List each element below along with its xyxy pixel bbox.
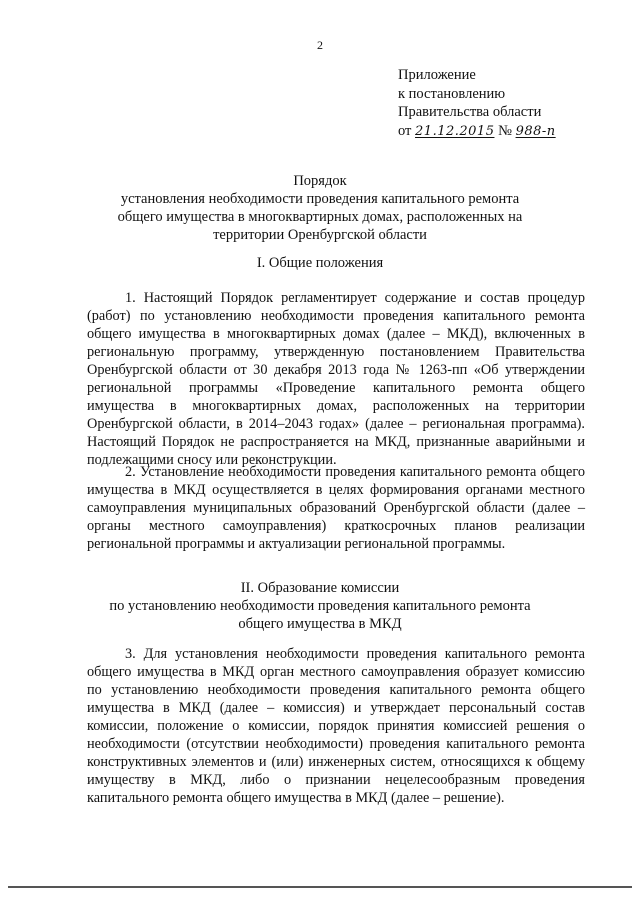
section-1-heading: I. Общие положения <box>256 255 384 271</box>
appendix-line-2: к постановлению <box>398 85 506 102</box>
paragraph-3: 3. Для установления необходимости проведения капитального ремонта общего имущества в МКД орган местного самоуправления образует комиссию по установлению необходимости проведения капитального ремонта общего имущества в МКД (далее – комиссия) и утверждает персональный состав комиссии, положение о комиссии, порядок принятия комиссией решения о необходимости (отсутствии необходимости) проведения капитального ремонта конструктивных элементов и (или) инженерных систем, относящихся к общему имуществу в МКД, либо о признании нецелесообразным проведения капитального ремонта общего имущества в МКД (далее – решение). <box>87 646 585 806</box>
from-label: от <box>398 122 412 139</box>
title-line-3: общего имущества в многоквартирных домах, расположенных на <box>117 209 523 225</box>
document-title <box>60 172 580 244</box>
number-label: № <box>498 122 512 139</box>
section-2-heading-line-1: II. Образование комиссии <box>240 580 400 596</box>
handwritten-number: 988-п <box>515 123 556 139</box>
section-2-heading-line-3: общего имущества в МКД <box>238 616 402 632</box>
appendix-line-3: Правительства области <box>398 104 542 120</box>
paragraph-2: 2. Установление необходимости проведения капитального ремонта общего имущества в МКД осуществляется в целях формирования органами местного самоуправления муниципальных образований Оренбургской области (далее – органы местного самоуправления) краткосрочных планов реализации региональной программы и актуализации региональной программы. <box>87 464 585 552</box>
appendix-line-1: Приложение <box>398 67 476 83</box>
handwritten-date: 21.12.2015 <box>415 123 495 139</box>
title-line-1: Порядок <box>293 173 347 189</box>
section-2-heading-line-2: по установлению необходимости проведения капитального ремонта <box>109 598 531 614</box>
page-number: 2 <box>317 38 323 52</box>
title-line-2: установления необходимости проведения капитального ремонта <box>120 191 520 207</box>
appendix-block <box>398 66 556 141</box>
section-2-heading <box>60 579 580 633</box>
appendix-date-line <box>398 122 556 142</box>
bottom-divider <box>8 886 632 888</box>
title-line-4: территории Оренбургской области <box>213 227 427 243</box>
paragraph-1: 1. Настоящий Порядок регламентирует содержание и состав процедур (работ) по установлению необходимости проведения капитального ремонта общего имущества в многоквартирных домах (далее – МКД), включенных в региональную программу, утвержденную постановлением Правительства Оренбургской области от 30 декабря 2013 года № 1263-пп «Об утверждении региональной программы «Проведение капитального ремонта общего имущества в многоквартирных домах, расположенных на территории Оренбургской области, в 2014–2043 годах» (далее – региональная программа). Настоящий Порядок не распространяется на МКД, признанные аварийными и подлежащими сносу или реконструкции. <box>87 290 585 468</box>
